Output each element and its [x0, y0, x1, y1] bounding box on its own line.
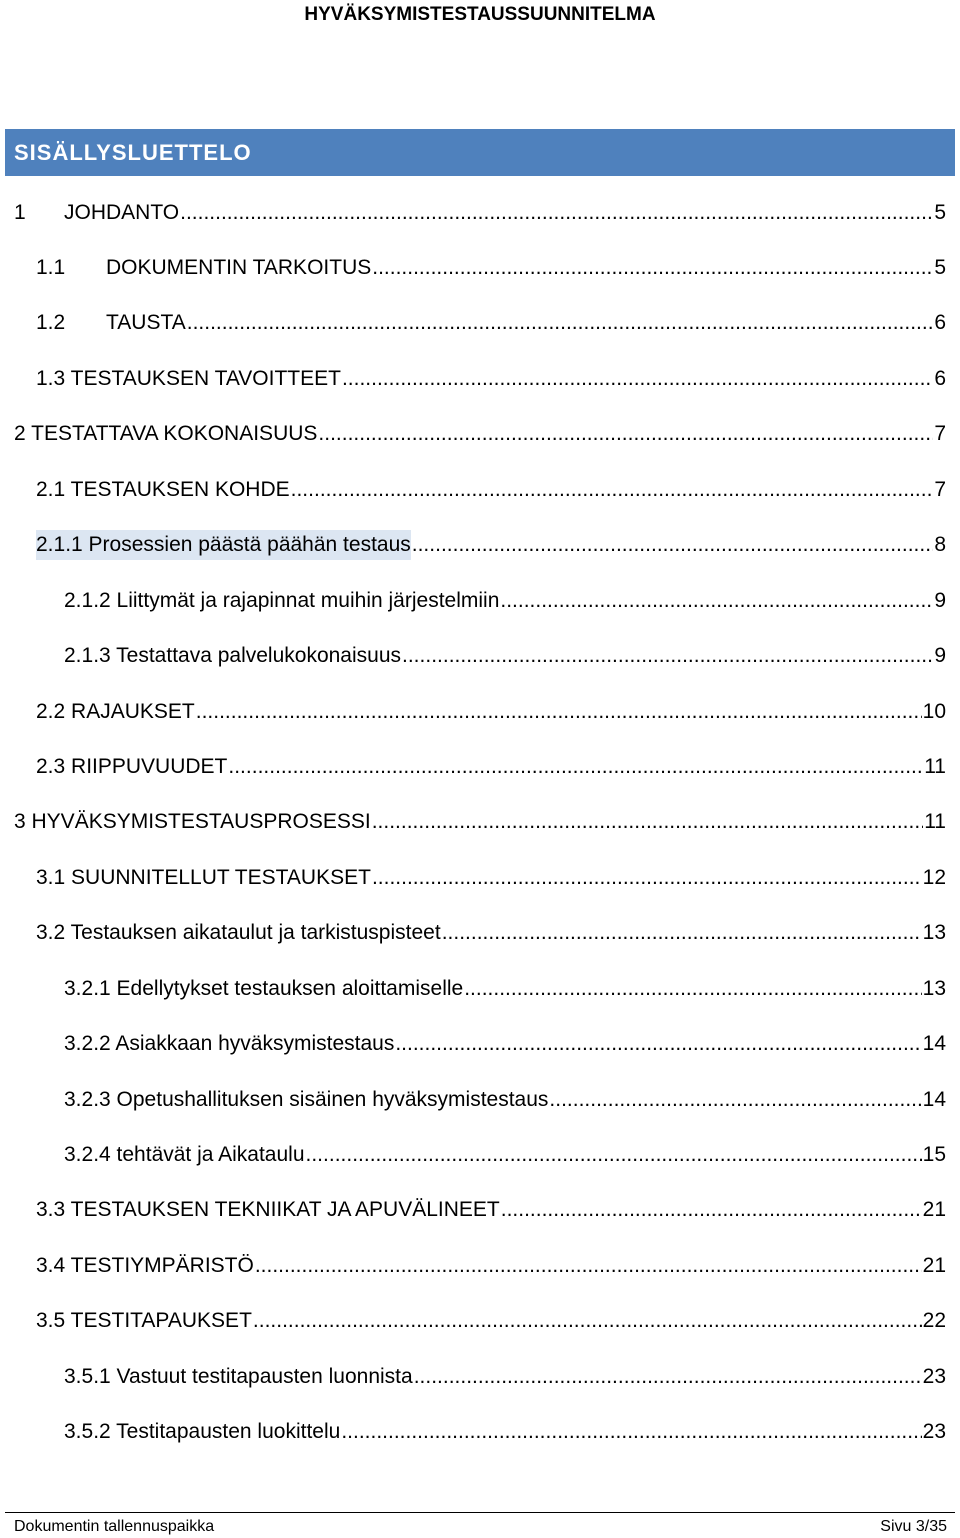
- toc-entry-title: 2.3 RIIPPUVUUDET: [36, 755, 228, 778]
- toc-entry-title: 2.1.1 Prosessien päästä päähän testaus: [36, 530, 411, 560]
- toc-entry-title: 2 TESTATTAVA KOKONAISUUS: [14, 422, 318, 445]
- toc-entry-title: 3.2 Testauksen aikataulut ja tarkistuspisteet: [36, 921, 441, 944]
- toc-entry[interactable]: [14, 198, 946, 228]
- toc-dot-leader: [464, 974, 921, 1004]
- toc-entry-title: 3 HYVÄKSYMISTESTAUSPROSESSI: [14, 810, 371, 833]
- toc-entry-title: JOHDANTO: [64, 201, 180, 224]
- toc-entry-title: 3.5.2 Testitapausten luokittelu: [64, 1420, 341, 1443]
- footer-divider: [5, 1512, 955, 1513]
- toc-entry-title: 3.5 TESTITAPAUKSET: [36, 1309, 252, 1332]
- toc-entry-number: 1: [14, 201, 26, 224]
- toc-dot-leader: [412, 530, 934, 560]
- toc-heading: SISÄLLYSLUETTELO: [14, 140, 252, 165]
- toc-dot-leader: [395, 1029, 921, 1059]
- toc-entry-page: 14: [922, 1088, 946, 1111]
- toc-entry[interactable]: [36, 364, 946, 394]
- toc-dot-leader: [414, 1362, 922, 1392]
- toc-dot-leader: [187, 308, 934, 338]
- toc-entry-title: 3.5.1 Vastuut testitapausten luonnista: [64, 1365, 413, 1388]
- toc-entry-title: 2.1 TESTAUKSEN KOHDE: [36, 478, 290, 501]
- toc-entry-page: 6: [934, 367, 946, 390]
- toc-dot-leader: [196, 697, 922, 727]
- toc-dot-leader: [501, 1195, 922, 1225]
- toc-entry-page: 11: [924, 755, 946, 778]
- toc-entry-page: 11: [924, 810, 946, 833]
- toc-entry[interactable]: [36, 253, 946, 283]
- toc-entry-title: 3.2.3 Opetushallituksen sisäinen hyväksymistestaus: [64, 1088, 549, 1111]
- toc-dot-leader: [180, 198, 933, 228]
- toc-entry-page: 14: [922, 1032, 946, 1055]
- toc-entry-page: 21: [922, 1254, 946, 1277]
- toc-entry[interactable]: [36, 308, 946, 338]
- toc-entry[interactable]: [36, 1251, 946, 1281]
- toc-entry[interactable]: [36, 697, 946, 727]
- toc-entry-page: 22: [922, 1309, 946, 1332]
- toc-dot-leader: [306, 1140, 922, 1170]
- toc-entry[interactable]: [64, 1029, 946, 1059]
- toc-entry[interactable]: [36, 1306, 946, 1336]
- toc-entry-title: 2.2 RAJAUKSET: [36, 700, 195, 723]
- toc-entry[interactable]: [36, 1195, 946, 1225]
- toc-entry-title: 3.2.1 Edellytykset testauksen aloittamiselle: [64, 977, 464, 1000]
- toc-heading-bar: [5, 129, 955, 176]
- toc-dot-leader: [402, 641, 933, 671]
- toc-entry-title: 3.3 TESTAUKSEN TEKNIIKAT JA APUVÄLINEET: [36, 1198, 500, 1221]
- toc-dot-leader: [253, 1306, 922, 1336]
- toc-dot-leader: [372, 863, 922, 893]
- toc-entry-page: 15: [922, 1143, 946, 1166]
- toc-entry-title: TAUSTA: [106, 311, 186, 334]
- toc-entry[interactable]: [36, 475, 946, 505]
- toc-dot-leader: [291, 475, 934, 505]
- toc-entry-page: 9: [934, 644, 946, 667]
- toc-entry-title: DOKUMENTIN TARKOITUS: [106, 256, 372, 279]
- toc-dot-leader: [228, 752, 923, 782]
- toc-entry-title: 3.2.2 Asiakkaan hyväksymistestaus: [64, 1032, 395, 1055]
- toc-dot-leader: [342, 364, 933, 394]
- toc-dot-leader: [549, 1085, 921, 1115]
- toc-entry-page: 5: [934, 201, 946, 224]
- toc-entry[interactable]: [36, 863, 946, 893]
- toc-entry-title: 1.3 TESTAUKSEN TAVOITTEET: [36, 367, 341, 390]
- toc-entry[interactable]: [36, 752, 946, 782]
- toc-entry[interactable]: [64, 1362, 946, 1392]
- toc-entry-page: 7: [934, 478, 946, 501]
- toc-entry-page: 8: [934, 533, 946, 556]
- toc-entry[interactable]: [14, 807, 946, 837]
- toc-entry-page: 10: [922, 700, 946, 723]
- toc-entry-page: 23: [922, 1365, 946, 1388]
- toc-entry[interactable]: [36, 918, 946, 948]
- toc-entry-number: 1.2: [36, 311, 66, 334]
- toc-entry[interactable]: [64, 1140, 946, 1170]
- toc-entry-title: 3.4 TESTIYMPÄRISTÖ: [36, 1254, 254, 1277]
- toc-entry-page: 13: [922, 977, 946, 1000]
- toc-entry[interactable]: [36, 530, 946, 560]
- toc-entry-title: 2.1.2 Liittymät ja rajapinnat muihin järjestelmiin: [64, 589, 500, 612]
- toc-entry-page: 7: [934, 422, 946, 445]
- toc-entry-page: 9: [934, 589, 946, 612]
- toc-entry-page: 21: [922, 1198, 946, 1221]
- toc-entry-page: 13: [922, 921, 946, 944]
- toc-dot-leader: [372, 253, 933, 283]
- toc-entry-title: 3.1 SUUNNITELLUT TESTAUKSET: [36, 866, 371, 889]
- toc-entry-title: 2.1.3 Testattava palvelukokonaisuus: [64, 644, 402, 667]
- footer-page-number: Sivu 3/35: [880, 1518, 947, 1535]
- toc-entry-number: 1.1: [36, 256, 66, 279]
- toc-entry-page: 5: [934, 256, 946, 279]
- document-header-title: HYVÄKSYMISTESTAUSSUUNNITELMA: [304, 4, 656, 25]
- toc-dot-leader: [255, 1251, 922, 1281]
- toc-entry[interactable]: [64, 586, 946, 616]
- toc-entry[interactable]: [14, 419, 946, 449]
- toc-dot-leader: [442, 918, 922, 948]
- toc-dot-leader: [318, 419, 933, 449]
- toc-dot-leader: [372, 807, 923, 837]
- toc-entry-page: 12: [922, 866, 946, 889]
- toc-dot-leader: [341, 1417, 921, 1447]
- footer-storage-location: Dokumentin tallennuspaikka: [14, 1518, 215, 1535]
- toc-entry-page: 23: [922, 1420, 946, 1443]
- toc-entry[interactable]: [64, 1085, 946, 1115]
- toc-entry-page: 6: [934, 311, 946, 334]
- toc-entry[interactable]: [64, 641, 946, 671]
- toc-entry[interactable]: [64, 974, 946, 1004]
- toc-dot-leader: [500, 586, 933, 616]
- toc-entry-title: 3.2.4 tehtävät ja Aikataulu: [64, 1143, 305, 1166]
- toc-entry[interactable]: [64, 1417, 946, 1447]
